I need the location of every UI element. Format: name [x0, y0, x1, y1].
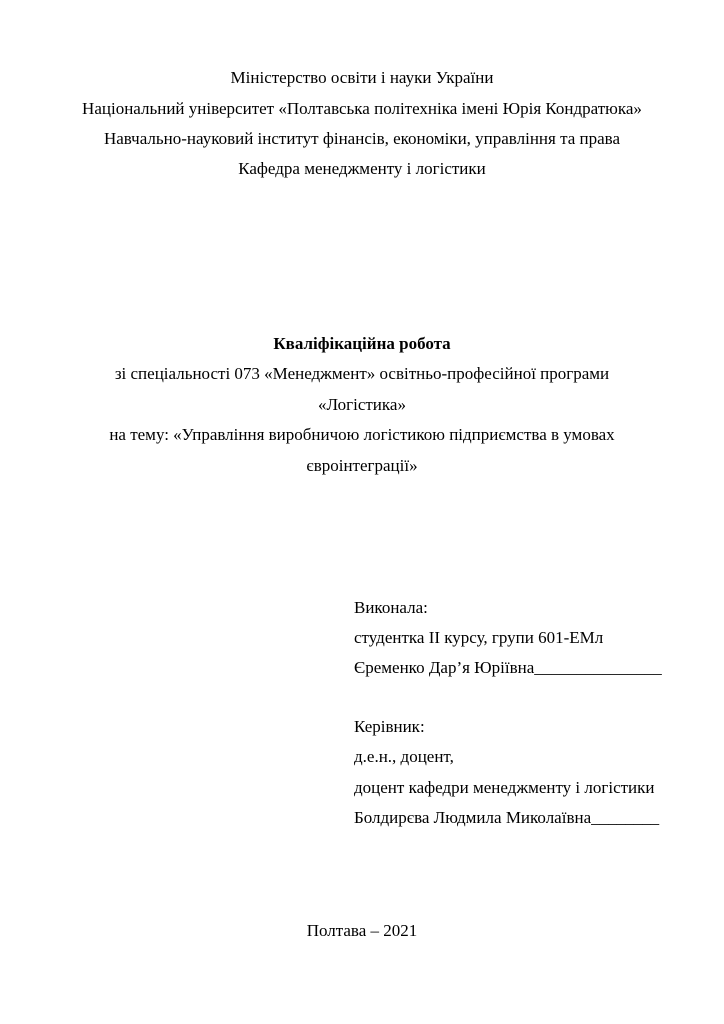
supervisor-label: Керівник:	[354, 717, 425, 736]
work-heading: Кваліфікаційна робота	[273, 334, 451, 353]
supervisor-degree: д.е.н., доцент,	[354, 747, 454, 766]
ministry-line: Міністерство освіти і науки України	[230, 68, 494, 87]
supervisor-position: доцент кафедри менеджменту і логістики	[354, 778, 655, 797]
institute-line: Навчально-науковий інститут фінансів, економіки, управління та права	[103, 129, 621, 148]
author-info: студентка ІІ курсу, групи 601-ЕМл	[354, 628, 604, 647]
university-line: Національний університет «Полтавська політехніка імені Юрія Кондратюка»	[82, 99, 642, 118]
topic-line-1: на тему: «Управління виробничою логістикою підприємства в умовах	[109, 425, 615, 444]
specialty-line: зі спеціальності 073 «Менеджмент» освітньо-професійної програми	[114, 364, 610, 383]
author-name: Єременко Дар’я Юріївна_______________	[354, 658, 662, 677]
author-label: Виконала:	[354, 598, 428, 617]
department-line: Кафедра менеджменту і логістики	[238, 159, 486, 178]
program-line: «Логістика»	[318, 395, 406, 414]
topic-line-2: євроінтеграції»	[306, 456, 418, 475]
supervisor-name: Болдирєва Людмила Миколаївна________	[354, 808, 660, 827]
city-year: Полтава – 2021	[306, 921, 418, 940]
